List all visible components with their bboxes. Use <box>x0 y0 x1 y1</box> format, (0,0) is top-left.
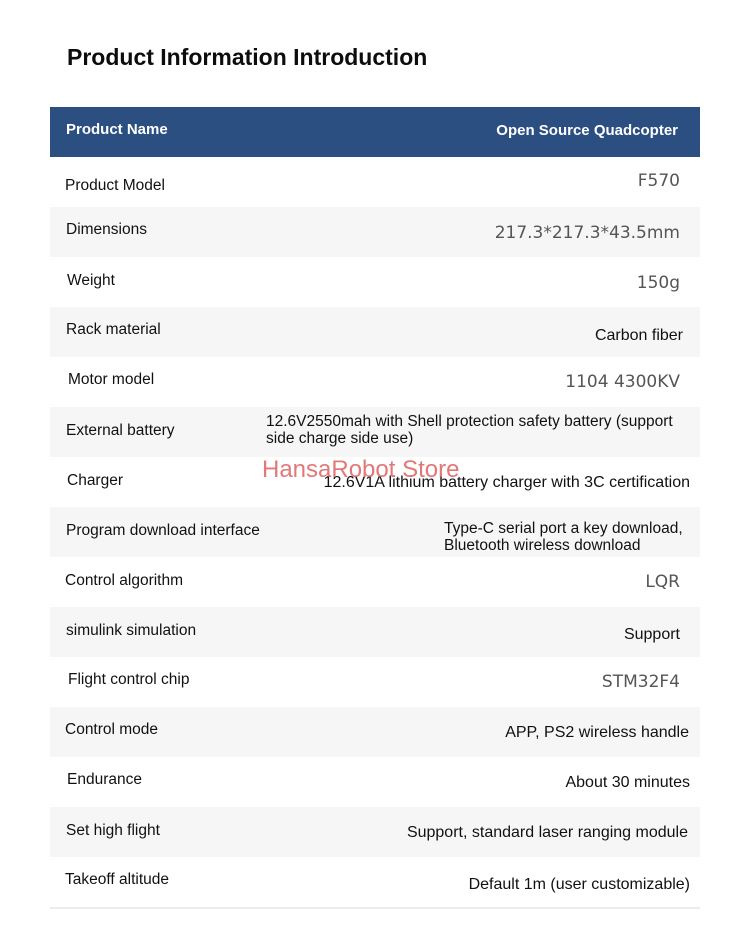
row-label: Flight control chip <box>68 671 190 688</box>
table-header <box>50 107 700 157</box>
spec-table <box>50 107 700 909</box>
row-label: Rack material <box>66 321 161 338</box>
row-value: F570 <box>637 171 680 191</box>
table-row <box>50 407 700 457</box>
table-row <box>50 207 700 257</box>
row-label: Endurance <box>67 771 142 788</box>
row-value: Default 1m (user customizable) <box>468 876 690 893</box>
row-label: Set high flight <box>66 822 160 839</box>
row-label: Takeoff altitude <box>65 871 169 888</box>
table-row <box>50 707 700 757</box>
table-row <box>50 507 700 557</box>
row-value: APP, PS2 wireless handle <box>505 724 689 741</box>
header-value: Open Source Quadcopter <box>496 122 678 139</box>
row-value: STM32F4 <box>601 672 680 692</box>
row-label: Control mode <box>65 721 159 738</box>
table-row <box>50 307 700 357</box>
row-value: About 30 minutes <box>565 774 690 791</box>
row-value: 217.3*217.3*43.5mm <box>494 223 680 243</box>
table-row <box>50 557 700 607</box>
row-label: Program download interface <box>66 522 260 539</box>
row-value: Support <box>623 626 680 643</box>
row-value: Support, standard laser ranging module <box>406 824 688 841</box>
table-row <box>50 607 700 657</box>
table-row <box>50 157 700 207</box>
row-label: Product Model <box>65 177 165 194</box>
table-row <box>50 257 700 307</box>
row-value: 150g <box>636 273 680 293</box>
table-row <box>50 357 700 407</box>
row-label: Motor model <box>68 371 155 388</box>
table-row <box>50 657 700 707</box>
row-value: Type-C serial port a key download, Bluetooth wireless download <box>444 520 683 554</box>
store-watermark: HansaRobot Store <box>262 456 460 483</box>
row-label: External battery <box>66 422 175 439</box>
page-title: Product Information Introduction <box>67 44 428 70</box>
row-value: 12.6V2550mah with Shell protection safety battery (support side charge side use) <box>266 413 673 447</box>
row-value: 12.6V1A lithium battery charger with 3C certification <box>323 474 690 491</box>
row-label: Weight <box>67 272 115 289</box>
header-label: Product Name <box>66 121 168 138</box>
table-row <box>50 757 700 807</box>
table-row <box>50 807 700 857</box>
table-bottom-border <box>50 907 700 909</box>
table-row <box>50 857 700 907</box>
row-label: Dimensions <box>66 221 147 238</box>
row-value: 1104 4300KV <box>565 372 680 392</box>
row-label: Charger <box>67 472 123 489</box>
row-label: Control algorithm <box>65 572 184 589</box>
row-label: simulink simulation <box>66 622 197 639</box>
row-value: LQR <box>645 572 680 592</box>
row-value: Carbon fiber <box>594 327 683 344</box>
